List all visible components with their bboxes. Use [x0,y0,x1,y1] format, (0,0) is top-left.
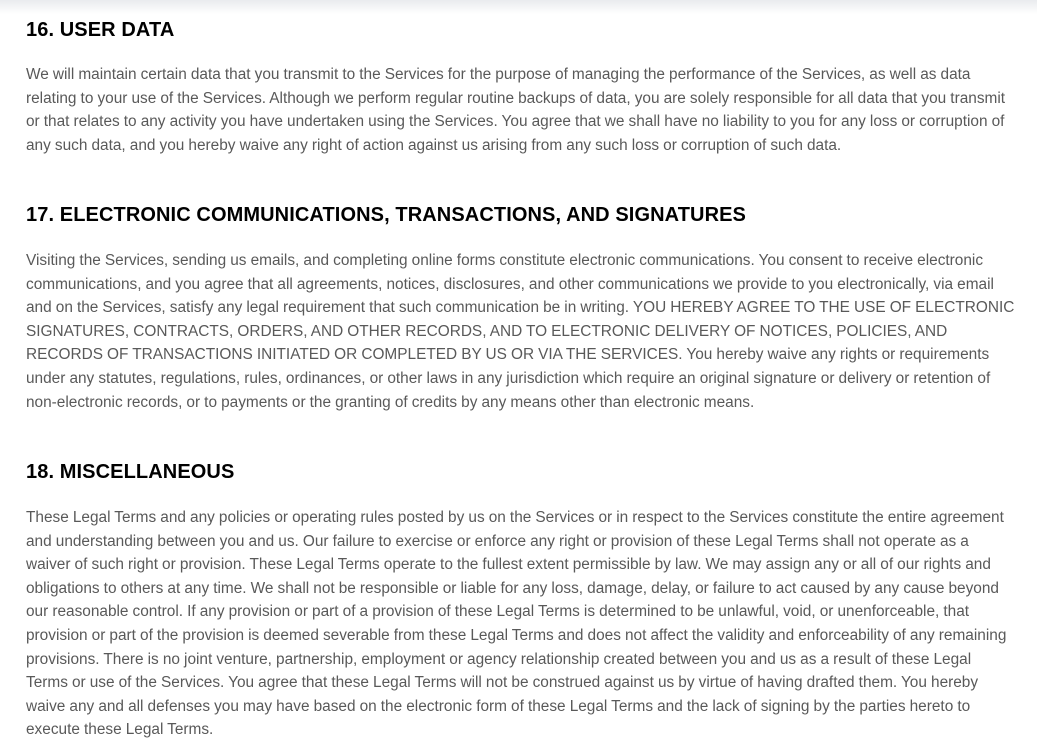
section-body: Visiting the Services, sending us emails, and completing online forms constitute electronic communications. You consent to receive electronic communications, and you agree that all agreements, notices, disclosures, and other communications we provide to you electronically, via email and on the Services, satisfy any legal requirement that such communication be in writing. YOU HEREBY AGREE TO THE USE OF ELECTRONIC SIGNATURES, CONTRACTS, ORDERS, AND OTHER RECORDS, AND TO ELECTRONIC DELIVERY OF NOTICES, POLICIES, AND RECORDS OF TRANSACTIONS INITIATED OR COMPLETED BY US OR VIA THE SERVICES. You hereby waive any rights or requirements under any statutes, regulations, rules, ordinances, or other laws in any jurisdiction which require an original signature or delivery or retention of non-electronic records, or to payments or the granting of credits by any means other than electronic means. [26,252,1015,411]
section-body: These Legal Terms and any policies or operating rules posted by us on the Services or in respect to the Services constitute the entire agreement and understanding between you and us. Our failure to exercise or enforce any right or provision of these Legal Terms shall not operate as a waiver of such right or provision. These Legal Terms operate to the fullest extent permissible by law. We may assign any or all of our rights and obligations to others at any time. We shall not be responsible or liable for any loss, damage, delay, or failure to act caused by any cause beyond our reasonable control. If any provision or part of a provision of these Legal Terms is determined to be unlawful, void, or unenforceable, that provision or part of the provision is deemed severable from these Legal Terms and does not affect the validity and enforceability of any remaining provisions. There is no joint venture, partnership, employment or agency relationship created between you and us as a result of these Legal Terms or use of the Services. You agree that these Legal Terms will not be construed against us by virtue of having drafted them. You hereby waive any and all defenses you may have based on the electronic form of these Legal Terms and the lack of signing by the parties hereto to execute these Legal Terms. [26,509,1007,739]
section-heading: 18. MISCELLANEOUS [26,461,235,483]
section-heading: 16. USER DATA [26,19,175,41]
section-heading: 17. ELECTRONIC COMMUNICATIONS, TRANSACTIONS, AND SIGNATURES [26,204,746,226]
top-scroll-shadow [0,0,1037,14]
section-body: We will maintain certain data that you transmit to the Services for the purpose of managing the performance of the Services, as well as data relating to your use of the Services. Although we perform regular routine backups of data, you are solely responsible for all data that you transmit or that relates to any activity you have undertaken using the Services. You agree that we shall have no liability to you for any loss or corruption of any such data, and you hereby waive any right of action against us arising from any such loss or corruption of such data. [26,66,1006,154]
